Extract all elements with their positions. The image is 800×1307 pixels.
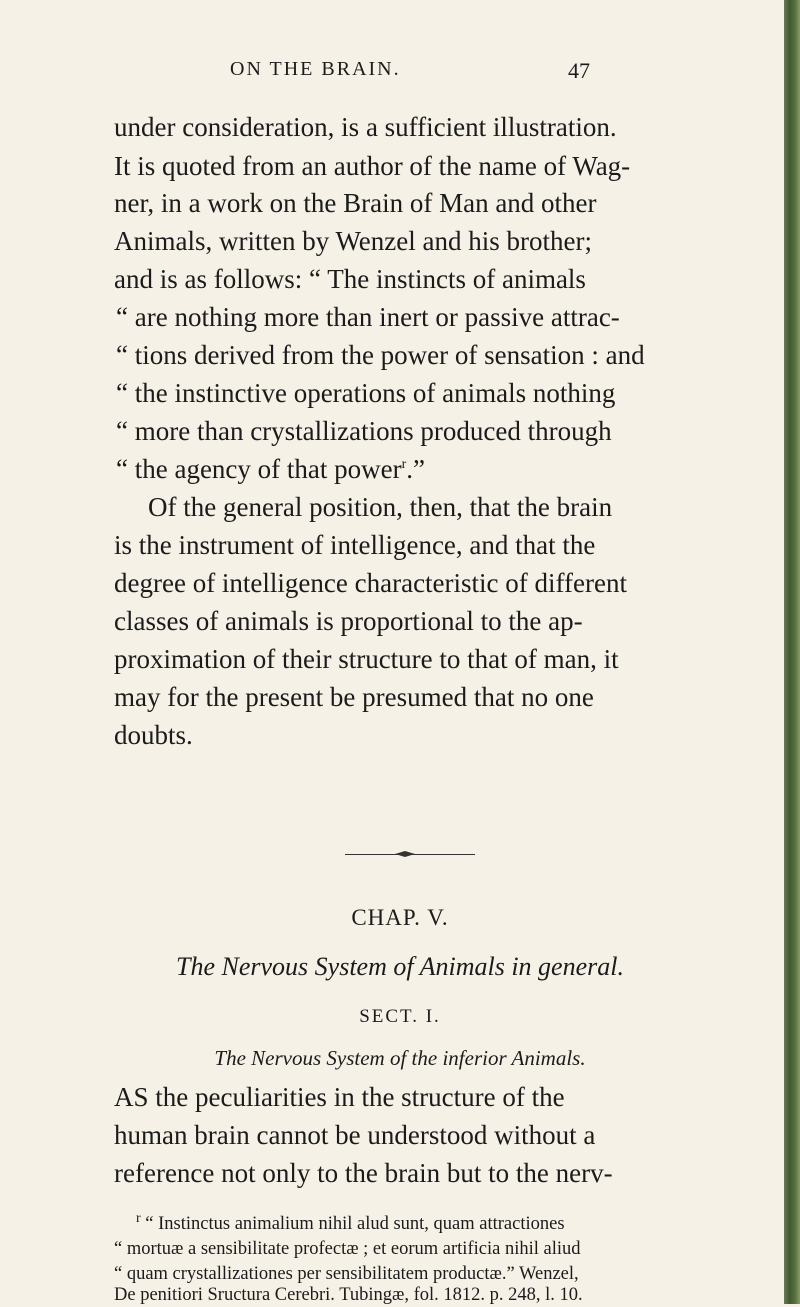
text-line: Of the general position, then, that the brain bbox=[148, 492, 613, 522]
page-edge bbox=[784, 0, 800, 1304]
chapter-subtitle: The Nervous System of Animals in general. bbox=[176, 952, 624, 981]
text-line: doubts. bbox=[114, 720, 193, 750]
text-line: “ more than crystallizations produced through bbox=[116, 416, 612, 446]
text-line: “ the instinctive operations of animals nothing bbox=[116, 378, 616, 408]
footnote-line: “ mortuæ a sensibilitate profectæ ; et eorum artificia nihil aliud bbox=[114, 1239, 581, 1259]
text-line: It is quoted from an author of the name of Wag- bbox=[114, 151, 631, 181]
text-line: may for the present be presumed that no one bbox=[114, 682, 594, 712]
footnote-line: De penitiori Sructura Cerebri. Tubingæ, fol. 1812. p. 248, l. 10. bbox=[114, 1285, 583, 1305]
text-line: classes of animals is proportional to the ap- bbox=[114, 606, 583, 636]
text-line: Animals, written by Wenzel and his brother; bbox=[114, 226, 592, 256]
text-line: ner, in a work on the Brain of Man and other bbox=[114, 188, 597, 218]
page-header bbox=[0, 58, 800, 88]
text-line: “ tions derived from the power of sensation : and bbox=[116, 340, 645, 370]
quote-close: .” bbox=[406, 454, 426, 484]
footnote-line-text: “ Instinctus animalium nihil alud sunt, quam attractiones bbox=[145, 1214, 565, 1234]
text-line: reference not only to the brain but to the nerv- bbox=[114, 1158, 613, 1188]
divider-ornament-icon bbox=[395, 850, 415, 858]
text-line: under consideration, is a sufficient illustration. bbox=[114, 112, 617, 142]
footnote-marker: r bbox=[136, 1210, 141, 1226]
text-line: is the instrument of intelligence, and that the bbox=[114, 530, 596, 560]
footnote-reference: r bbox=[401, 457, 407, 472]
section-title: SECT. I. bbox=[359, 1006, 441, 1027]
text-line bbox=[116, 452, 425, 486]
quote-text: “ the agency of that power bbox=[116, 454, 402, 484]
chapter-title: CHAP. V. bbox=[351, 905, 449, 930]
footnote-line bbox=[136, 1212, 565, 1236]
text-line: degree of intelligence characteristic of different bbox=[114, 568, 627, 598]
text-line: AS the peculiarities in the structure of the bbox=[114, 1082, 565, 1112]
footnote-line: “ quam crystallizationes per sensibilitatem productæ.” Wenzel, bbox=[114, 1264, 579, 1284]
section-subtitle: The Nervous System of the inferior Animals. bbox=[214, 1046, 586, 1070]
text-line: and is as follows: “ The instincts of animals bbox=[114, 264, 586, 294]
text-line: proximation of their structure to that of man, it bbox=[114, 644, 619, 674]
running-head: ON THE BRAIN. bbox=[230, 58, 401, 80]
text-line: “ are nothing more than inert or passive attrac- bbox=[116, 302, 620, 332]
text-line: human brain cannot be understood without a bbox=[114, 1120, 596, 1150]
page-number: 47 bbox=[568, 58, 590, 83]
